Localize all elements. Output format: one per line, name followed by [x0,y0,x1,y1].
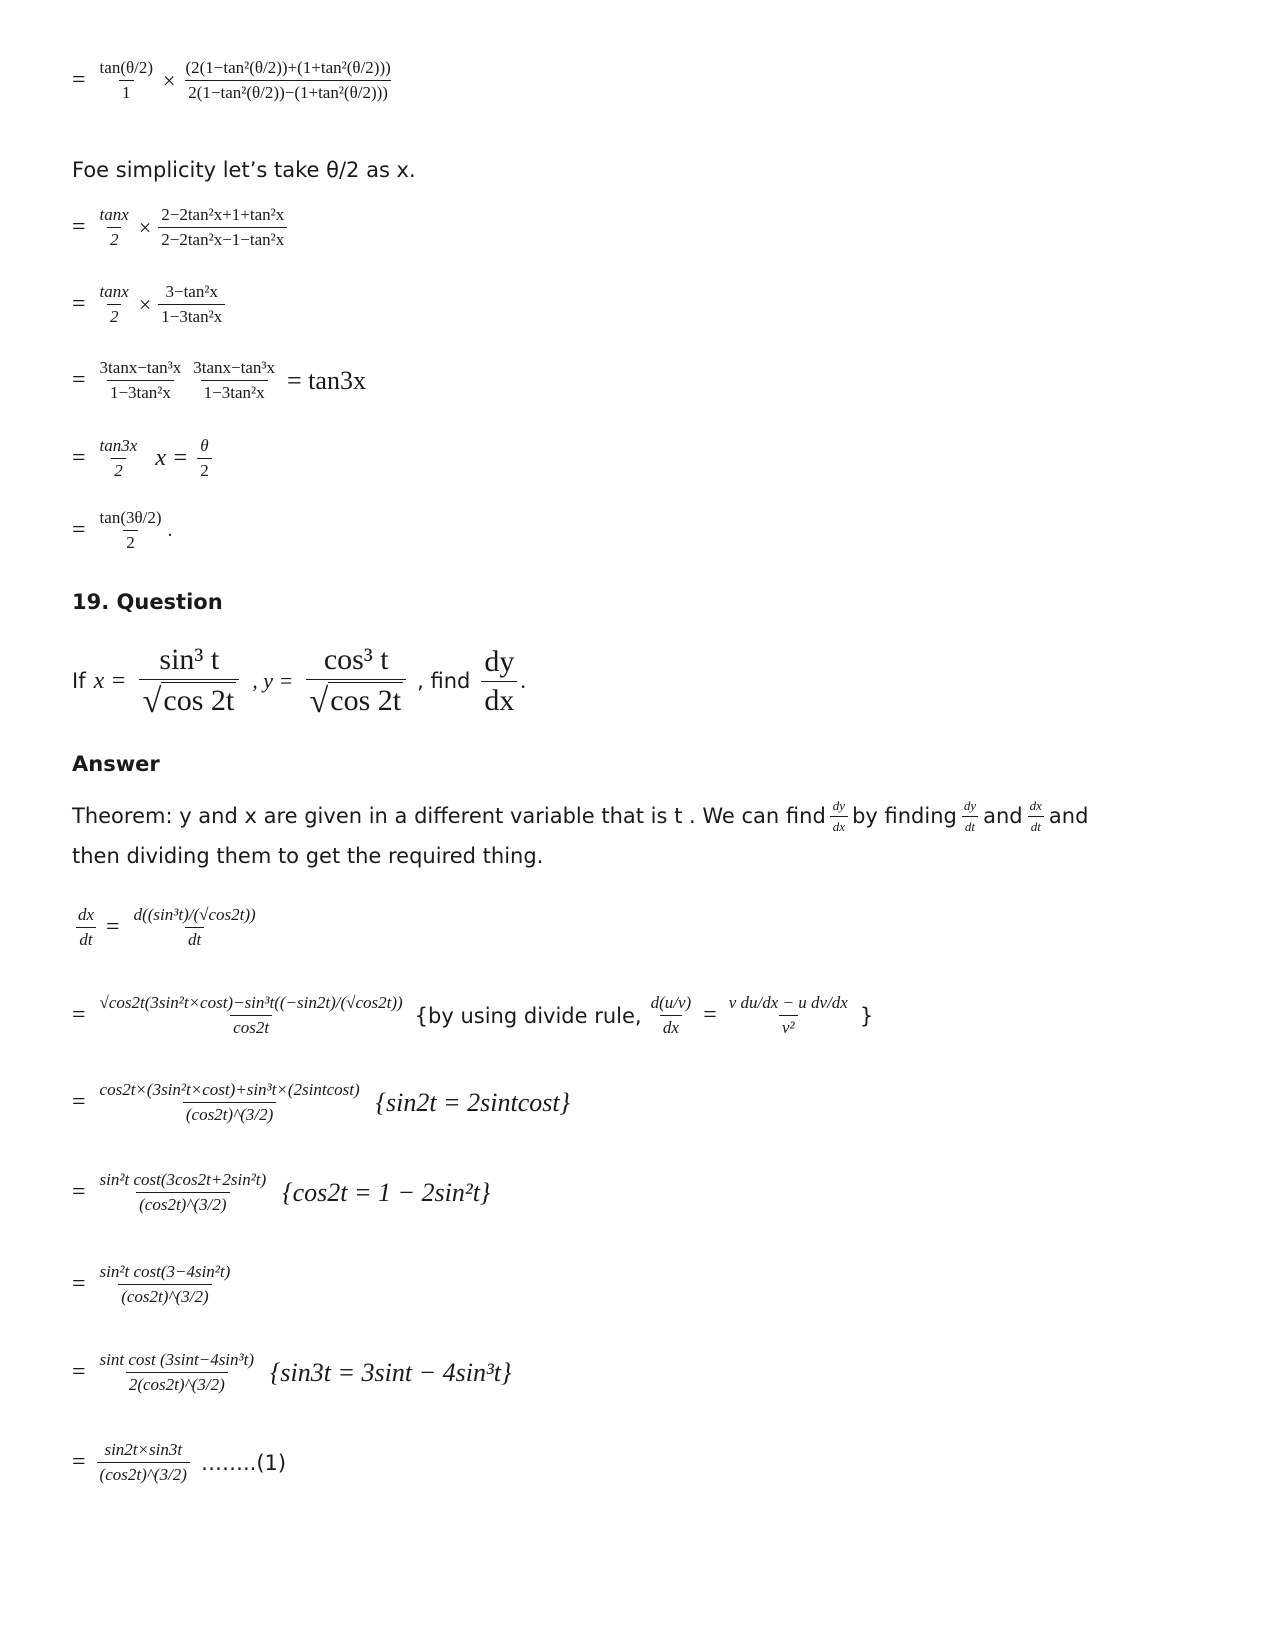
solution-step-4 [72,1170,490,1215]
denominator: 2 [123,530,138,553]
equation-number: ……..(1) [200,1450,287,1475]
fraction [182,58,393,103]
radical-sign: √ [309,681,329,720]
numerator: d(u/v) [650,993,692,1012]
numerator: dy [963,797,977,813]
denominator: 1−3tan²x [158,304,225,327]
result-expression: = tan3x [287,365,366,395]
radicand: cos 2t [163,684,235,717]
denominator: 2 [107,227,122,250]
numerator: d((sin³t)/(√cos2t)) [133,905,256,924]
numerator: sin²t cost(3−4sin²t) [99,1262,231,1281]
equals-sign: = [72,291,86,317]
numerator: sin2t×sin3t [104,1440,183,1459]
fraction [97,1080,363,1125]
fraction [197,436,212,481]
denominator [306,679,406,720]
fraction [97,1262,234,1307]
fraction [97,358,185,403]
denominator: 2(1−tan²(θ/2))−(1+tan²(θ/2))) [185,80,391,103]
numerator: dx [1029,797,1042,813]
x-variable: x = [93,667,127,694]
derivation-line-1 [72,58,397,103]
question-prefix: If [72,669,86,694]
numerator: tanx [99,205,129,224]
theorem-text: and [983,804,1023,828]
equals-sign: = [72,1179,86,1205]
times-sign: × [138,214,152,240]
numerator: sint cost (3sint−4sin³t) [99,1350,255,1369]
equals-sign: = [72,1271,86,1297]
fraction [830,798,848,835]
derivation-line-2 [72,205,290,250]
equals-sign: = [72,445,86,471]
fraction [97,205,132,250]
numerator: dx [78,905,95,924]
equals-sign: = [72,1002,86,1028]
fraction [97,282,132,327]
denominator: cos2t [230,1015,272,1038]
numerator: θ [200,436,209,455]
denominator: dt [1028,816,1044,835]
numerator: tan(3θ/2) [99,508,162,527]
square-root [142,682,236,718]
fraction [97,1170,270,1215]
denominator: dt [185,927,204,950]
derivation-line-4 [72,358,366,403]
fraction [97,993,406,1038]
numerator: tanx [99,282,129,301]
equals-sign: = [72,1359,86,1385]
numerator: cos2t×(3sin²t×cost)+sin³t×(2sintcost) [99,1080,360,1099]
y-fraction [306,643,406,720]
square-root [309,682,403,718]
rule-note-close: } [859,1003,874,1028]
numerator: √cos2t(3sin²t×cost)−sin³t((−sin2t)/(√cos2t)) [99,993,403,1012]
question-statement [72,643,526,720]
fraction [158,282,225,327]
fraction [726,993,851,1038]
denominator: dx [830,816,848,835]
numerator: dy [832,797,846,813]
derivation-line-6 [72,508,173,553]
numerator: 3tanx−tan³x [99,358,182,377]
fraction [961,798,979,835]
solution-step-5 [72,1262,236,1307]
fraction [97,58,156,103]
fraction [131,905,259,950]
derivation-line-3 [72,282,228,327]
solution-step-7 [72,1440,286,1485]
period: . [520,668,526,694]
equals-sign: = [72,367,86,393]
denominator: (cos2t)^(3/2) [118,1284,211,1307]
fraction [648,993,695,1038]
numerator: v du/dx − u dv/dx [728,993,848,1012]
denominator: dx [660,1015,682,1038]
theorem-paragraph [72,796,1222,876]
denominator: dx [481,681,517,718]
denominator: v² [779,1015,798,1038]
fraction [97,1440,190,1485]
fraction [158,205,287,250]
denominator: 2 [197,458,212,481]
theorem-text: and [1048,804,1089,828]
theorem-line-2: then dividing them to get the required thing. [72,844,544,868]
substitution-variable: x = [155,445,189,471]
fraction [75,905,97,950]
y-variable: , y = [252,668,294,694]
numerator: 3−tan²x [165,282,218,301]
radicand: cos 2t [330,684,402,717]
denominator: 1−3tan²x [201,380,268,403]
numerator: sin²t cost(3cos2t+2sin²t) [99,1170,267,1189]
identity-note: {sin2t = 2sintcost} [375,1087,570,1117]
times-sign: × [163,67,176,93]
numerator: tan3x [99,436,138,455]
denominator: 2−2tan²x−1−tan²x [158,227,287,250]
denominator [139,679,239,720]
fraction [190,358,278,403]
equals-sign: = [72,1089,86,1115]
denominator: 2(cos2t)^(3/2) [126,1372,228,1395]
denominator: (cos2t)^(3/2) [97,1462,190,1485]
theorem-text: Theorem: y and x are given in a different variable that is t . We can find [72,804,826,828]
numerator: 2−2tan²x+1+tan²x [161,205,285,224]
equals-sign: = [106,914,120,940]
fraction [97,1350,257,1395]
equals-sign: = [72,517,86,543]
identity-note: {cos2t = 1 − 2sin²t} [282,1177,491,1207]
fraction [97,436,141,481]
period: . [167,519,173,541]
rule-note: {by using divide rule, [414,1003,642,1028]
denominator: (cos2t)^(3/2) [183,1102,276,1125]
numerator: tan(θ/2) [99,58,154,77]
times-sign: × [138,291,152,317]
derivation-line-5 [72,436,215,481]
denominator: 1−3tan²x [107,380,174,403]
denominator: dt [962,816,978,835]
theorem-text: by finding [852,804,957,828]
denominator: dt [76,927,95,950]
equals-sign: = [72,67,86,93]
equals-sign: = [72,1449,86,1475]
simplification-note: Foe simplicity let’s take θ/2 as x. [72,158,416,182]
fraction [1027,798,1045,835]
radical-sign: √ [142,681,162,720]
equals-sign: = [72,214,86,240]
denominator: 2 [111,458,126,481]
numerator: dy [484,644,515,678]
equals-sign: = [703,1002,717,1028]
question-heading: 19. Question [72,590,223,614]
numerator: (2(1−tan²(θ/2))+(1+tan²(θ/2))) [185,58,391,77]
numerator: sin³ t [159,643,220,676]
denominator: (cos2t)^(3/2) [136,1192,229,1215]
denominator: 2 [107,304,122,327]
identity-note: {sin3t = 3sint − 4sin³t} [270,1357,512,1387]
find-label: , find [417,669,471,694]
answer-heading: Answer [72,752,160,776]
solution-step-6 [72,1350,511,1395]
derivative-fraction [481,645,517,718]
theorem-line-1 [72,796,1222,836]
x-fraction [139,643,239,720]
numerator: 3tanx−tan³x [193,358,276,377]
solution-step-3 [72,1080,570,1125]
solution-step-2 [72,993,873,1038]
fraction [97,508,165,553]
denominator: 1 [119,80,134,103]
solution-step-1 [72,905,262,950]
numerator: cos³ t [323,643,389,676]
